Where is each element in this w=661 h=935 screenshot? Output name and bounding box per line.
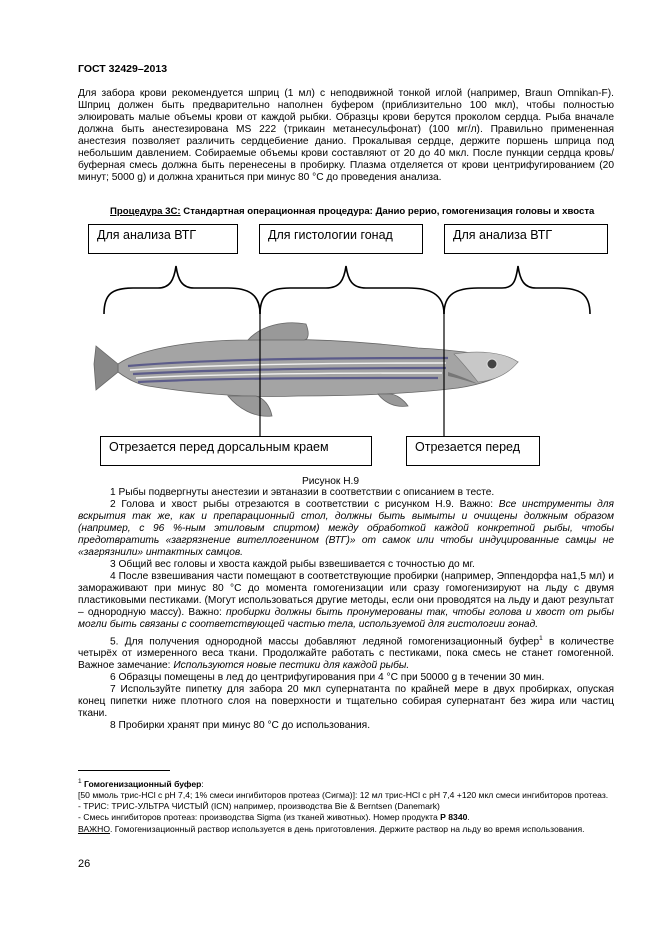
bottom-box-dorsal-cut: Отрезается перед дорсальным краем [100,436,372,466]
step-4-important: пробирки должны быть пронумерованы так, чтобы голова и хвост от рыбы могли быть связаны с соответствующей частью тела, используемой для гистологии гонад. [78,607,614,630]
procedure-label: Процедура 3С: [110,206,181,217]
procedure-title [110,206,594,217]
footnote-number: 1 [78,778,82,785]
brace-middle [260,266,444,314]
step-6: 6 Образцы помещены в лед до центрифугирования при 4 °С при 50000 g в течении 30 мин. [110,672,545,684]
step-1: 1 Рыбы подвергнуты анестезии и эвтаназии в соответствии с описанием в тесте. [110,487,495,498]
figure-h9 [78,222,618,472]
footnote [78,776,614,835]
fish-body [94,323,518,416]
step-3: 3 Общий вес головы и хвоста каждой рыбы взвешивается с точностью до мг. [110,559,475,570]
top-box-gonad-histology: Для гистологии гонад [259,224,423,254]
product-number: Р 8340 [440,812,468,823]
procedure-title-text: Стандартная операционная процедура: Данио рерио, гомогенизация головы и хвоста [180,206,595,217]
figure-caption: Рисунок Н.9 [301,476,360,487]
page-number: 26 [78,858,91,870]
brace-left [104,266,260,314]
footnote-divider [78,770,170,771]
footnote-title: $^1$ Гомогенизационный буфер: [78,778,204,789]
step-2-text: 2 Голова и хвост рыбы отрезаются в соответствии с рисунком Н.9. Важно: [110,499,499,510]
brace-right [444,266,590,314]
footnote-line-3-text: - Смесь ингибиторов протеаз: производства Sigma (из тканей животных). Номер продукта [78,812,441,823]
top-box-vtg-head: Для анализа ВТГ [88,224,238,254]
footnote-line-4 [78,824,614,835]
important-label: ВАЖНО [78,823,111,834]
step-2-important: Все инструменты для вскрытия так же, как и препарационный стол, должны быть вымыты и очищены должным образом (например, с 96 %-ным этиловым спиртом) между обработкой каждой конкретной рыбы, чтобы предотвратить «загрязнение вителлогенином (ВТГ)» от самок или чтобы индуцированные самцы не «загрязнили» интактных самцов. [78,499,614,558]
step-2 [78,499,614,559]
fish-diagram [78,222,618,472]
document-header: ГОСТ 32429–2013 [78,63,168,75]
step-7: 7 Используйте пипетку для забора 20 мкл супернатанта по крайней мере в двух пробирках, опуская конец пипетки ниже плотного слоя на поверхности и тщательно собирая супернатант без жира или частиц ткани. [78,684,614,720]
step-4 [78,571,614,631]
procedure-steps [78,487,614,732]
step-8: 8 Пробирки хранят при минус 80 °С до использования. [110,720,371,732]
step-5 [78,633,614,672]
footnote-line-1: [50 ммоль трис-HCl с pH 7,4; 1% смеси ингибиторов протеаз (Сигма)]: 12 мл трис-HCl с pH 7,4 +120 мкл смеси ингибиторов протеаз. [78,790,609,801]
footnote-line-3: - Смесь ингибиторов протеаз: производства Sigma (из тканей животных). Номер продукта Р 8340. [78,812,470,823]
step-5-text: 5. Для получения однородной массы добавляют ледяной гомогенизационный буфер [110,636,540,648]
footnote-ref: 1 [539,635,543,642]
step-5-text-b: в количестве четырёх от измеренного веса ткани. Продолжайте работать с пестиками, пока смесь не станет гомогенной. Важное замечание: [78,636,614,672]
top-box-vtg-tail: Для анализа ВТГ [444,224,608,254]
footnote-line-4-text: . Гомогенизационный раствор используется в день приготовления. Держите раствор на льду во время использования. [110,823,585,834]
footnote-title-text: Гомогенизационный буфер [84,778,202,789]
intro-paragraph: Для забора крови рекомендуется шприц (1 мл) с неподвижной тонкой иглой (например, Braun Omnikan-F). Шприц должен быть предварительно наполнен буфером (приблизительно 100 мкл), чтобы полностью элюировать малые объемы крови от каждой рыбки. Образцы крови берутся проколом сердца. Рыба вначале должна быть анестезирована MS 222 (трикаин метанесульфонат) (100 мг/л). Правильно примененная анестезия позволяет различить сердцебиение данио. Прокалывая сердце, держите поршень шприца под небольшим давлением. Собираемые объемы крови составляют от 20 до 40 мкл. После пункции сердца кровь/буферная смесь должна быть перенесены в пробирку. Плазма отделяется от крови центрифугированием (20 минут; 5000 g) и должна храниться при минус 80 °С до проведения анализа. [78,88,614,183]
step-4-text: 4 После взвешивания части помещают в соответствующие пробирки (например, Эппендорфа на1,5 мл) и замораживают при минус 80 °С до момента гомогенизации или сразу гомогенизируют на льду с двумя пластиковыми пестиками. (Могут использоваться другие методы, если они проводятся на льду и дают результат – однородную массу). Важно: [78,571,614,618]
footnote-line-2: - ТРИС: ТРИС-УЛЬТРА ЧИСТЫЙ (ICN) например, производства Bie & Berntsen (Danemark) [78,801,440,812]
step-5-important: Используются новые пестики для каждой рыбы. [173,660,410,672]
fish-eye [487,359,497,369]
bottom-box-front-cut: Отрезается перед [406,436,540,466]
